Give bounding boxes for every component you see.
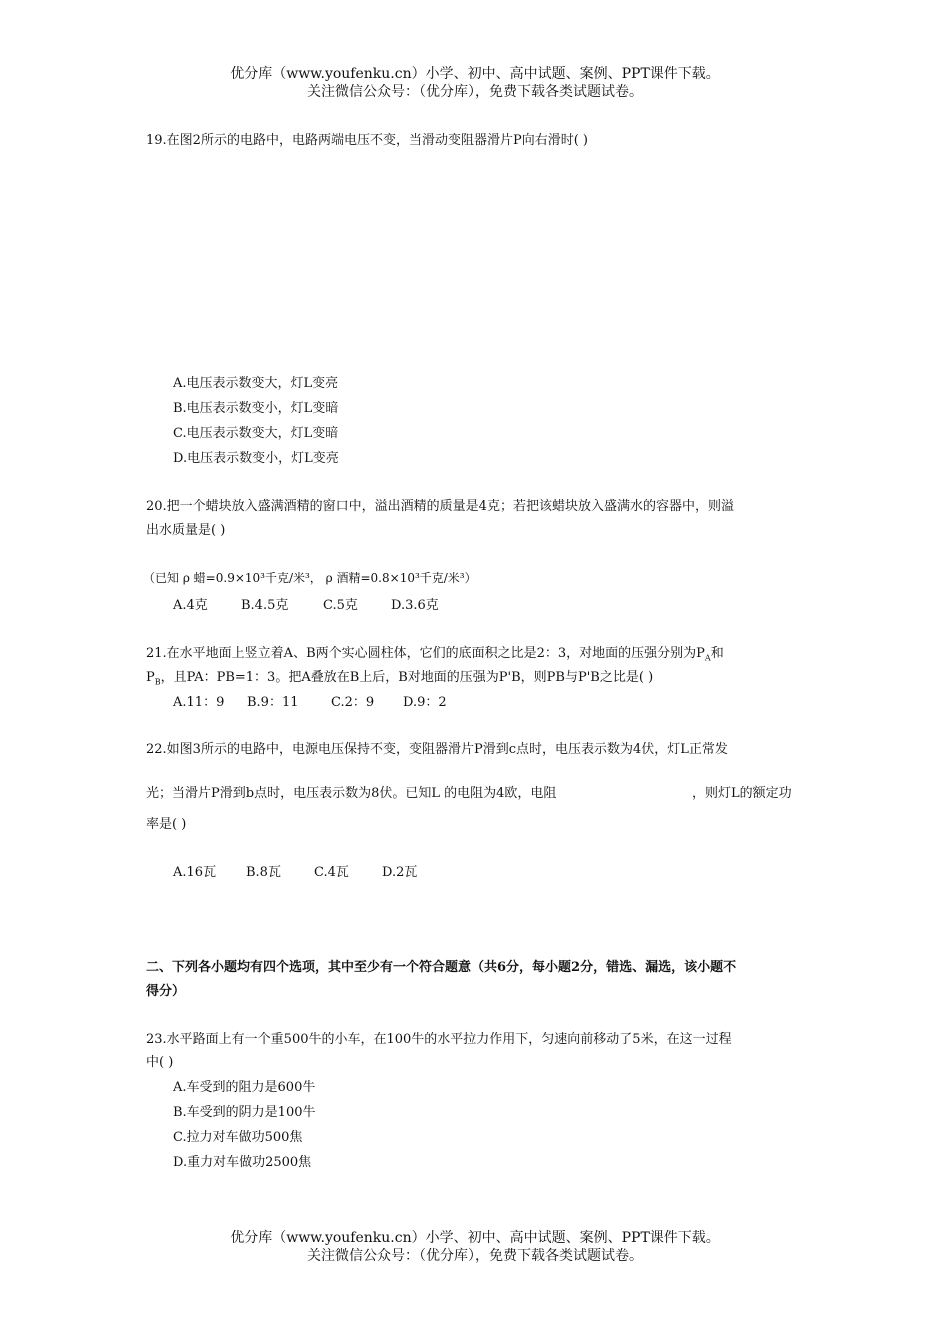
q22-option-b: B.8瓦 xyxy=(246,865,281,880)
q23-option-d: D.重力对车做功2500焦 xyxy=(173,1155,312,1170)
q20-option-c: C.5克 xyxy=(323,598,358,613)
q23-option-b: B.车受到的阴力是100牛 xyxy=(173,1105,316,1120)
q22-stem-line2b: ，则灯L的额定功 xyxy=(692,786,792,801)
q21-option-d: D.9：2 xyxy=(403,695,447,710)
q23-option-a: A.车受到的阻力是600牛 xyxy=(173,1080,316,1095)
q20-stem-line1: 20.把一个蜡块放入盛满酒精的窗口中，溢出酒精的质量是4克；若把该蜡块放入盛满水的容器中，则溢 xyxy=(146,499,734,514)
q19-option-d: D.电压表示数变小，灯L变亮 xyxy=(173,451,339,466)
q19-option-c: C.电压表示数变大，灯L变暗 xyxy=(173,426,339,441)
page-header-line2: 关注微信公众号：（优分库），免费下载各类试题试卷。 xyxy=(307,84,643,100)
q20-option-b: B.4.5克 xyxy=(241,598,289,613)
page-footer-line1: 优分库（www.youfenku.cn）小学、初中、高中试题、案例、PPT课件下载。 xyxy=(230,1230,720,1246)
q22-stem-line3: 率是( ) xyxy=(146,817,187,832)
q20-option-a: A.4克 xyxy=(173,598,208,613)
section2-heading-line2: 得分） xyxy=(146,984,186,999)
page-footer-line2: 关注微信公众号：（优分库），免费下载各类试题试卷。 xyxy=(307,1248,643,1264)
q20-options xyxy=(173,594,439,613)
q19-option-a: A.电压表示数变大，灯L变亮 xyxy=(173,376,339,391)
section2-heading-line1: 二、下列各小题均有四个选项，其中至少有一个符合题意（共6分，每小题2分，错选、漏选，该小题不 xyxy=(146,960,737,975)
q21-stem-line1: 21.在水平地面上竖立着A、B两个实心圆柱体，它们的底面积之比是2：3，对地面的压强分别为$P_A$和 xyxy=(146,646,724,663)
q22-stem-line2a: 光；当滑片P滑到b点时，电压表示数为8伏。已知L 的电阻为4欧，电阻 xyxy=(146,786,557,801)
q22-option-a: A.16瓦 xyxy=(173,865,217,880)
q22-option-c: C.4瓦 xyxy=(314,865,349,880)
q19-stem: 19.在图2所示的电路中，电路两端电压不变，当滑动变阻器滑片P向右滑时( ) xyxy=(146,133,588,148)
q19-option-b: B.电压表示数变小，灯L变暗 xyxy=(173,401,339,416)
q21-options xyxy=(173,691,447,710)
q23-stem-line1: 23.水平路面上有一个重500牛的小车，在100牛的水平拉力作用下，匀速向前移动了5米，在这一过程 xyxy=(146,1032,732,1047)
q22-options xyxy=(173,861,417,880)
q23-stem-line2: 中( ) xyxy=(146,1055,174,1070)
q22-option-d: D.2瓦 xyxy=(382,865,418,880)
q20-stem-line2: 出水质量是( ) xyxy=(146,523,226,538)
q21-option-a: A.11：9 xyxy=(173,695,225,710)
page-header-line1: 优分库（www.youfenku.cn）小学、初中、高中试题、案例、PPT课件下载。 xyxy=(230,66,720,82)
q20-given: （已知 ρ 蜡=0.9×10³千克/米³， ρ 酒精=0.8×10³千克/米³） xyxy=(143,571,477,585)
q21-option-b: B.9：11 xyxy=(247,695,299,710)
q20-option-d: D.3.6克 xyxy=(391,598,439,613)
q22-stem-line1: 22.如图3所示的电路中，电源电压保持不变，变阻器滑片P滑到c点时，电压表示数为4伏，灯L正常发 xyxy=(146,742,728,757)
q23-option-c: C.拉力对车做功500焦 xyxy=(173,1130,303,1145)
q21-option-c: C.2：9 xyxy=(331,695,375,710)
q19-figure-area xyxy=(146,150,806,360)
q21-stem-line2: $P_B$，且PA：PB=1：3。把A叠放在B上后，B对地面的压强为P'B，则PB与P'B之比是( ) xyxy=(146,670,654,687)
